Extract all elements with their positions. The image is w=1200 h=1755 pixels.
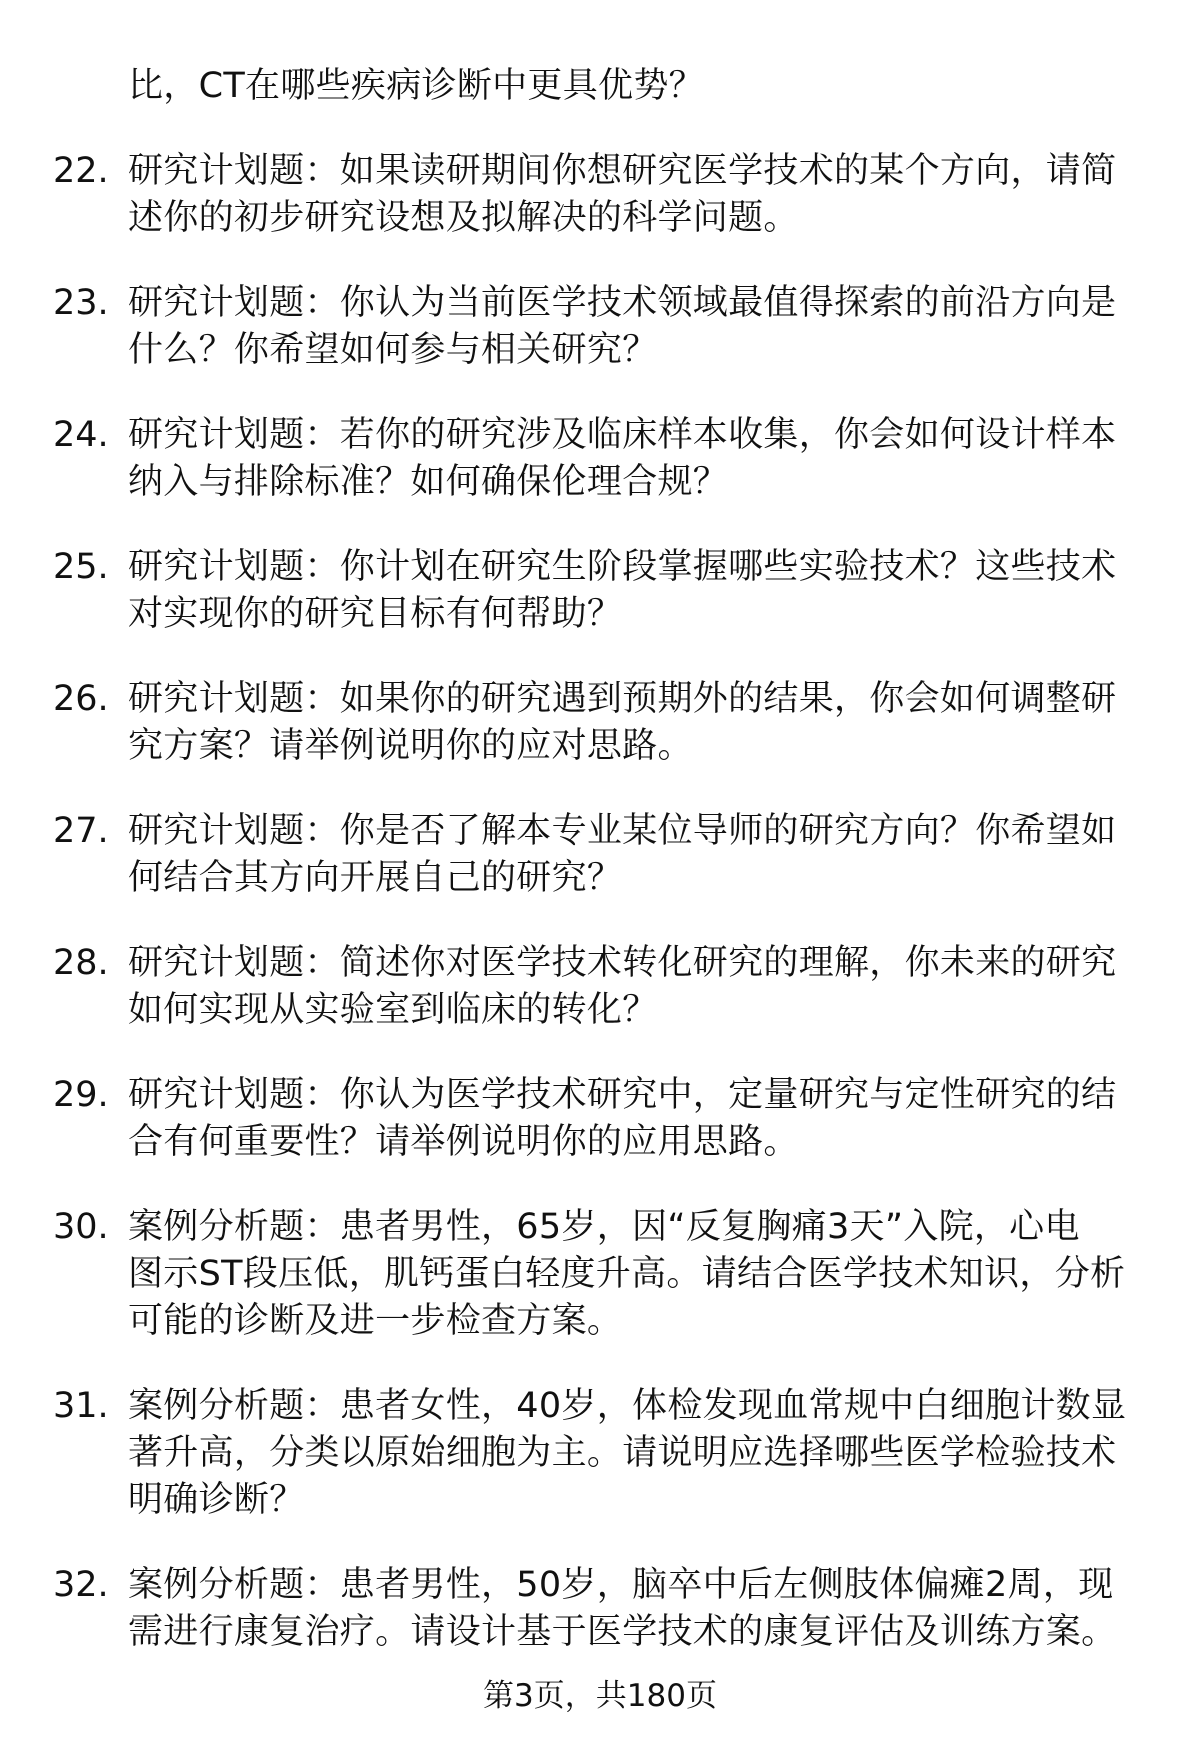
question-number: 23. bbox=[53, 283, 109, 323]
question-list bbox=[0, 63, 1200, 1694]
question-text-line: 图示ST段压低，肌钙蛋白轻度升高。请结合医学技术知识，分析 bbox=[128, 1254, 1126, 1294]
question-text-line: 对实现你的研究目标有何帮助？ bbox=[128, 594, 623, 634]
question-text-line: 案例分析题：患者女性，40岁，体检发现血常规中白细胞计数显 bbox=[128, 1386, 1127, 1426]
question-item bbox=[0, 1072, 1200, 1166]
question-text-line: 著升高，分类以原始细胞为主。请说明应选择哪些医学检验技术 bbox=[128, 1433, 1117, 1473]
question-item bbox=[0, 676, 1200, 770]
question-text-line: 研究计划题：简述你对医学技术转化研究的理解，你未来的研究 bbox=[128, 943, 1117, 983]
question-text-line: 研究计划题：如果读研期间你想研究医学技术的某个方向，请简 bbox=[128, 151, 1117, 191]
question-text-line: 何结合其方向开展自己的研究？ bbox=[128, 858, 623, 898]
question-number: 25. bbox=[53, 547, 109, 587]
question-text-line: 如何实现从实验室到临床的转化？ bbox=[128, 990, 658, 1030]
question-item bbox=[0, 808, 1200, 902]
question-number: 26. bbox=[53, 679, 109, 719]
question-text-line: 需进行康复治疗。请设计基于医学技术的康复评估及训练方案。 bbox=[128, 1612, 1117, 1652]
question-number: 27. bbox=[53, 811, 109, 851]
question-text-line: 案例分析题：患者男性，50岁，脑卒中后左侧肢体偏瘫2周，现 bbox=[128, 1565, 1114, 1605]
page-number: 第3页，共180页 bbox=[483, 1678, 717, 1714]
question-text-line: 什么？你希望如何参与相关研究？ bbox=[128, 330, 658, 370]
question-text-line: 比，CT在哪些疾病诊断中更具优势？ bbox=[128, 66, 704, 106]
question-text-line: 述你的初步研究设想及拟解决的科学问题。 bbox=[128, 198, 799, 238]
question-number: 22. bbox=[53, 151, 109, 191]
question-item bbox=[0, 1204, 1200, 1345]
question-item bbox=[0, 1383, 1200, 1524]
question-item bbox=[0, 940, 1200, 1034]
question-item bbox=[0, 148, 1200, 242]
question-text-line: 案例分析题：患者男性，65岁，因“反复胸痛3天”入院，心电 bbox=[128, 1207, 1080, 1247]
question-number: 31. bbox=[53, 1386, 109, 1426]
question-text-line: 明确诊断？ bbox=[128, 1480, 305, 1520]
question-text-line: 合有何重要性？请举例说明你的应用思路。 bbox=[128, 1122, 799, 1162]
question-text-line: 研究计划题：若你的研究涉及临床样本收集，你会如何设计样本 bbox=[128, 415, 1117, 455]
question-number: 28. bbox=[53, 943, 109, 983]
question-text-line: 研究计划题：你认为当前医学技术领域最值得探索的前沿方向是 bbox=[128, 283, 1117, 323]
question-item bbox=[0, 544, 1200, 638]
question-text-line: 研究计划题：如果你的研究遇到预期外的结果，你会如何调整研 bbox=[128, 679, 1117, 719]
question-text-line: 纳入与排除标准？如何确保伦理合规？ bbox=[128, 462, 729, 502]
question-number: 30. bbox=[53, 1207, 109, 1247]
question-text-line: 研究计划题：你是否了解本专业某位导师的研究方向？你希望如 bbox=[128, 811, 1117, 851]
question-text-line: 研究计划题：你计划在研究生阶段掌握哪些实验技术？这些技术 bbox=[128, 547, 1117, 587]
question-item bbox=[0, 280, 1200, 374]
question-number: 32. bbox=[53, 1565, 109, 1605]
question-number: 24. bbox=[53, 415, 109, 455]
question-number: 29. bbox=[53, 1075, 109, 1115]
question-text-line: 可能的诊断及进一步检查方案。 bbox=[128, 1301, 623, 1341]
question-item bbox=[0, 1562, 1200, 1656]
question-item bbox=[0, 412, 1200, 506]
question-text-line: 究方案？请举例说明你的应对思路。 bbox=[128, 726, 693, 766]
question-text-line: 研究计划题：你认为医学技术研究中，定量研究与定性研究的结 bbox=[128, 1075, 1117, 1115]
question-continuation bbox=[0, 63, 1200, 110]
